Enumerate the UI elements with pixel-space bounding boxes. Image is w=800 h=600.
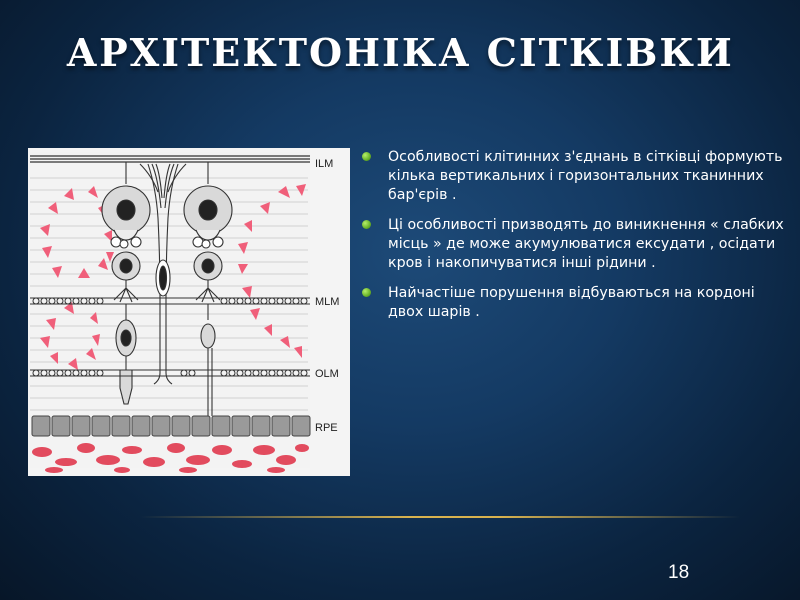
- bullet-item: [360, 216, 785, 273]
- bullet-dot-icon: [362, 220, 371, 229]
- bullet-text: Особливості клітинних з'єднань в сітківці формують кілька вертикальних і горизонтальних тканинних бар'єрів .: [388, 149, 783, 203]
- label-rpe: RPE: [315, 422, 338, 434]
- label-olm: OLM: [315, 368, 339, 380]
- slide-title: АРХІТЕКТОНІКА СІТКІВКИ: [66, 30, 734, 75]
- bullet-text: Найчастіше порушення відбуваються на кордоні двох шарів .: [388, 285, 755, 320]
- bullet-item: [360, 284, 785, 322]
- retina-diagram-svg: [28, 148, 350, 476]
- retina-diagram: [28, 148, 350, 476]
- bullet-dot-icon: [362, 152, 371, 161]
- bullet-dot-icon: [362, 288, 371, 297]
- bullet-item: [360, 148, 785, 205]
- page-number: 18: [668, 562, 690, 583]
- label-ilm: ILM: [315, 158, 334, 170]
- bullet-list: [360, 148, 785, 333]
- bullet-text: Ці особливості призводять до виникнення « слабких місць » де може акумулюватися ексудати , осідати кров і накопичуватися інші рідини .: [388, 217, 784, 271]
- label-mlm: MLM: [315, 296, 340, 308]
- gold-divider: [140, 516, 740, 518]
